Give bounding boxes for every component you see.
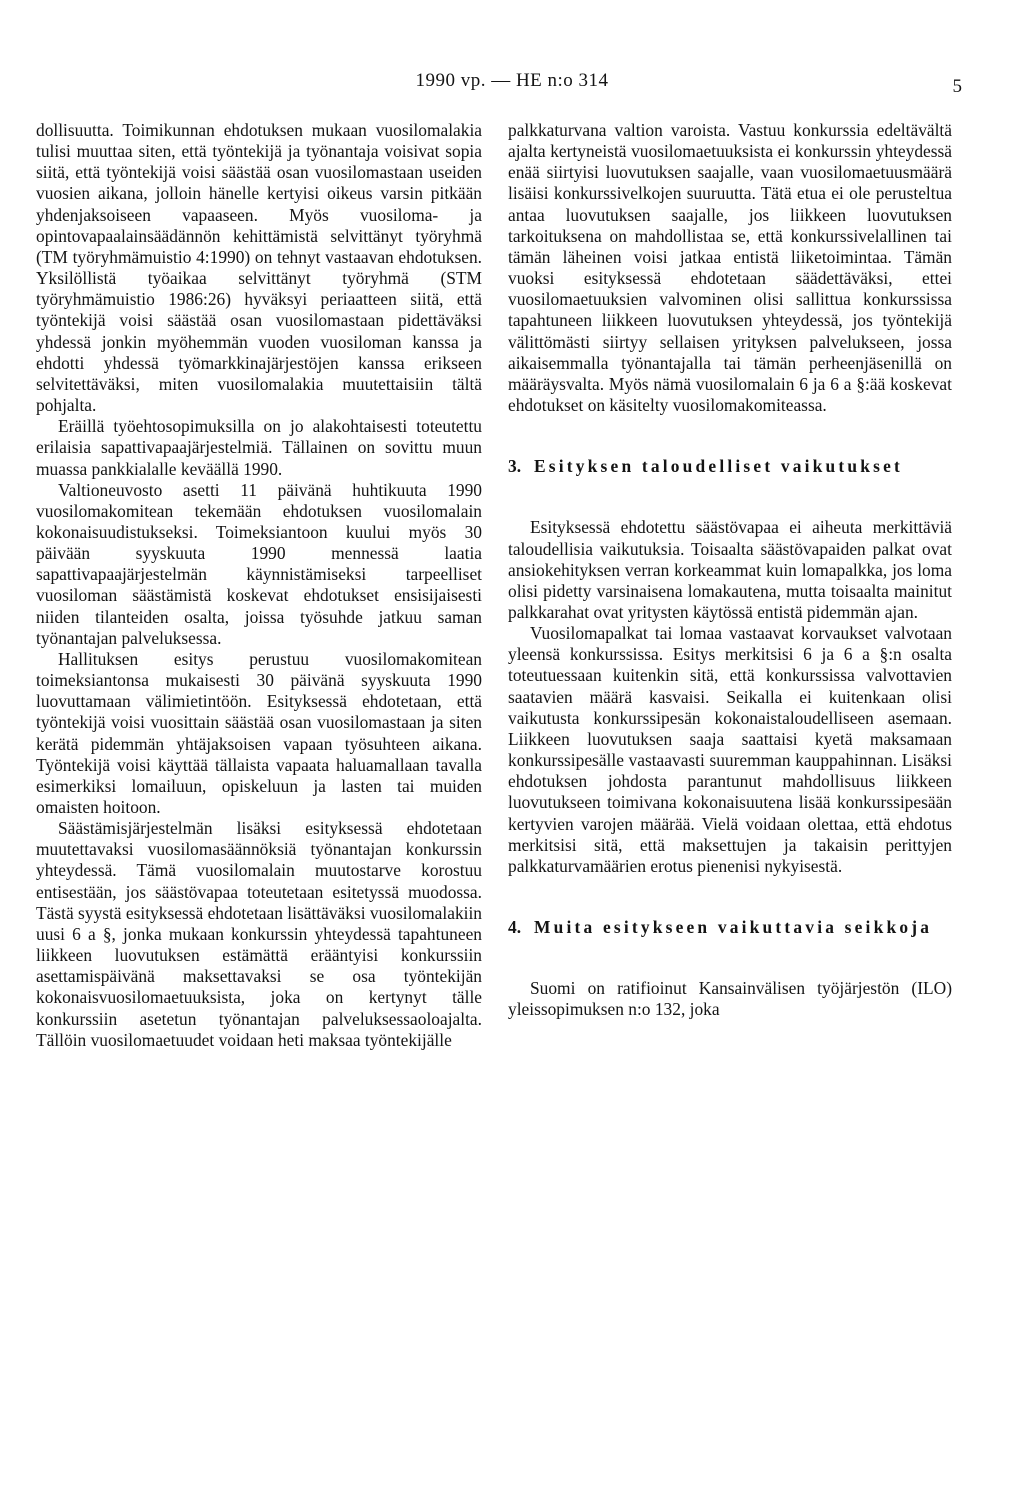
left-column [36,120,482,1051]
section-number: 3. [508,456,522,477]
section-number: 4. [508,917,522,937]
paragraph: Suomi on ratifioinut Kansainvälisen työjärjestön (ILO) yleissopimuksen n:o 132, joka [508,978,952,1020]
section-title: Muita esitykseen vaikuttavia seikkoja [534,917,933,937]
paragraph: palkkaturvana valtion varoista. Vastuu konkurssia edeltävältä ajalta kertyneistä vuosilomaetuuksista ei konkurssin yhteydessä enää siirtyisi luovutuksen saajalle, vaan vuosilomaetuusmäärä lisäisi konkurssivelkojen suuruutta. Tätä etua ei ole perusteltua antaa luovutuksen saajalle, jos liikkeen luovutuksen tarkoituksena on mahdollistaa se, että konkurssivelallinen tai tämän läheinen voisi jatkaa entistä liiketoimintaa. Tämän vuoksi esityksessä ehdotetaan säädettäväksi, ettei vuosilomaetuuksien valvominen olisi sallittua konkurssissa tapahtuneen liikkeen luovutuksen yhteydessä, jos työntekijä välittömästi siirtyy sellaisen yrityksen palvelukseen, jossa aikaisemmalla työnantajalla tai tämän perheenjäsenillä on määräysvalta. Myös nämä vuosilomalain 6 ja 6 a §:ää koskevat ehdotukset on käsitelty vuosilomakomiteassa. [508,120,952,416]
paragraph: dollisuutta. Toimikunnan ehdotuksen mukaan vuosilomalakia tulisi muuttaa siten, että työntekijä ja työnantaja voisivat sopia siitä, että työntekijä voisi säästää osan vuosilomastaan useiden vuosien aikana, jolloin hänelle kertyisi oikeus varsin pitkään yhdenjaksoiseen vapaaseen. Myös vuosiloma- ja opintovapaalainsäädännön kehittämistä selvittänyt työryhmä (TM työryhmämuistio 4:1990) on tehnyt vastaavan ehdotuksen. Yksilöllistä työaikaa selvittänyt työryhmä (STM työryhmämuistio 1986:26) hyväksyi periaatteen siitä, että työntekijä voisi säästää osan vuosilomastaan pidettäväksi yhdessä jonkin myöhemmän vuoden vuosiloman kanssa ja ehdotti yhdessä työmarkkinajärjestöjen kanssa erikseen selvitettäväksi, miten vuosilomalakia muutettaisiin tältä pohjalta. [36,120,482,416]
page-number: 5 [952,76,962,97]
section-heading-4 [508,917,952,938]
section-title: Esityksen taloudelliset vaikutukset [534,456,904,477]
paragraph: Hallituksen esitys perustuu vuosilomakomitean toimeksiantonsa mukaisesti 30 päivänä syyskuuta 1990 luovuttamaan välimietintöön. Esityksessä ehdotetaan, että työntekijä voisi vuosittain säästää osan vuosilomastaan ja siten kerätä pidemmän yhtäjaksoisen vapaan työsuhteen aikana. Työntekijä voisi käyttää tällaista vapaata haluamallaan tavalla esimerkiksi lomailuun, opiskeluun ja lasten tai muiden omaisten hoitoon. [36,648,482,817]
paragraph: Esityksessä ehdotettu säästövapaa ei aiheuta merkittäviä taloudellisia vaikutuksia. Toisaalta säästövapaiden palkat ovat ansiokehityksen verran korkeammat kuin lomapalkka, jos loma olisi pidetty varsinaisena lomakautena, mutta toisaalta mainitut palkkarahat ovat yritysten käytössä entistä pidemmän ajan. [508,517,952,622]
running-title: 1990 vp. — HE n:o 314 [415,70,609,91]
page-header [0,70,1024,100]
paragraph: Valtioneuvosto asetti 11 päivänä huhtikuuta 1990 vuosilomakomitean tekemään ehdotuksen vuosilomalain kokonaisuudistukseksi. Toimeksiantoon kuului myös 30 päivään syyskuuta 1990 mennessä laatia sapattivapaajärjestelmän käynnistämiseksi tarpeelliset vuosiloman säästämistä koskevat ehdotukset ensisijaisesti niiden tilanteiden osalta, joissa työsuhde jatkuu saman työnantajan palveluksessa. [36,479,482,648]
right-column [508,120,952,1020]
paragraph: Säästämisjärjestelmän lisäksi esityksessä ehdotetaan muutettavaksi vuosilomasäännöksiä työnantajan konkurssin yhteydessä. Tämä vuosilomalain muutostarve korostuu entisestään, jos säästövapaa toteutetaan esitetyssä muodossa. Tästä syystä esityksessä ehdotetaan lisättäväksi vuosilomalakiin uusi 6 a §, jonka mukaan konkurssin yhteydessä tapahtuneen liikkeen luovutuksen estämättä erääntyisi konkurssiin asettamispäivänä maksettavaksi se osa työntekijän kokonaisvuosilomaetuuksista, joka on kertynyt tälle konkurssiin asetetun työnantajan palveluksessaoloajalta. Tällöin vuosilomaetuudet voidaan heti maksaa työntekijälle [36,818,482,1050]
section-heading-3 [508,456,952,477]
paragraph: Vuosilomapalkat tai lomaa vastaavat korvaukset valvotaan yleensä konkurssissa. Esitys merkitsisi 6 ja 6 a §:n osalta toteutuessaan kuitenkin sitä, että konkurssissa valvottavien saatavien määrä kasvaisi. Seikalla ei kuitenkaan olisi vaikutusta konkurssipesän kokonaistaloudelliseen asemaan. Liikkeen luovutuksen saaja saattaisi kyetä maksamaan konkurssipesälle vastaavasti suuremman kauppahinnan. Lisäksi ehdotuksen johdosta parantunut mahdollisuus liikkeen luovutukseen toimivana kokonaisuutena lisää konkurssipesään kertyvien varojen määrää. Vielä voidaan olettaa, että ehdotus merkitsisi sitä, että maksettujen ja takaisin perittyjen palkkaturvamäärien erotus pienenisi nykyisestä. [508,623,952,876]
paragraph: Eräillä työehtosopimuksilla on jo alakohtaisesti toteutettu erilaisia sapattivapaajärjestelmiä. Tällainen on sovittu muun muassa pankkialalle keväällä 1990. [36,416,482,479]
